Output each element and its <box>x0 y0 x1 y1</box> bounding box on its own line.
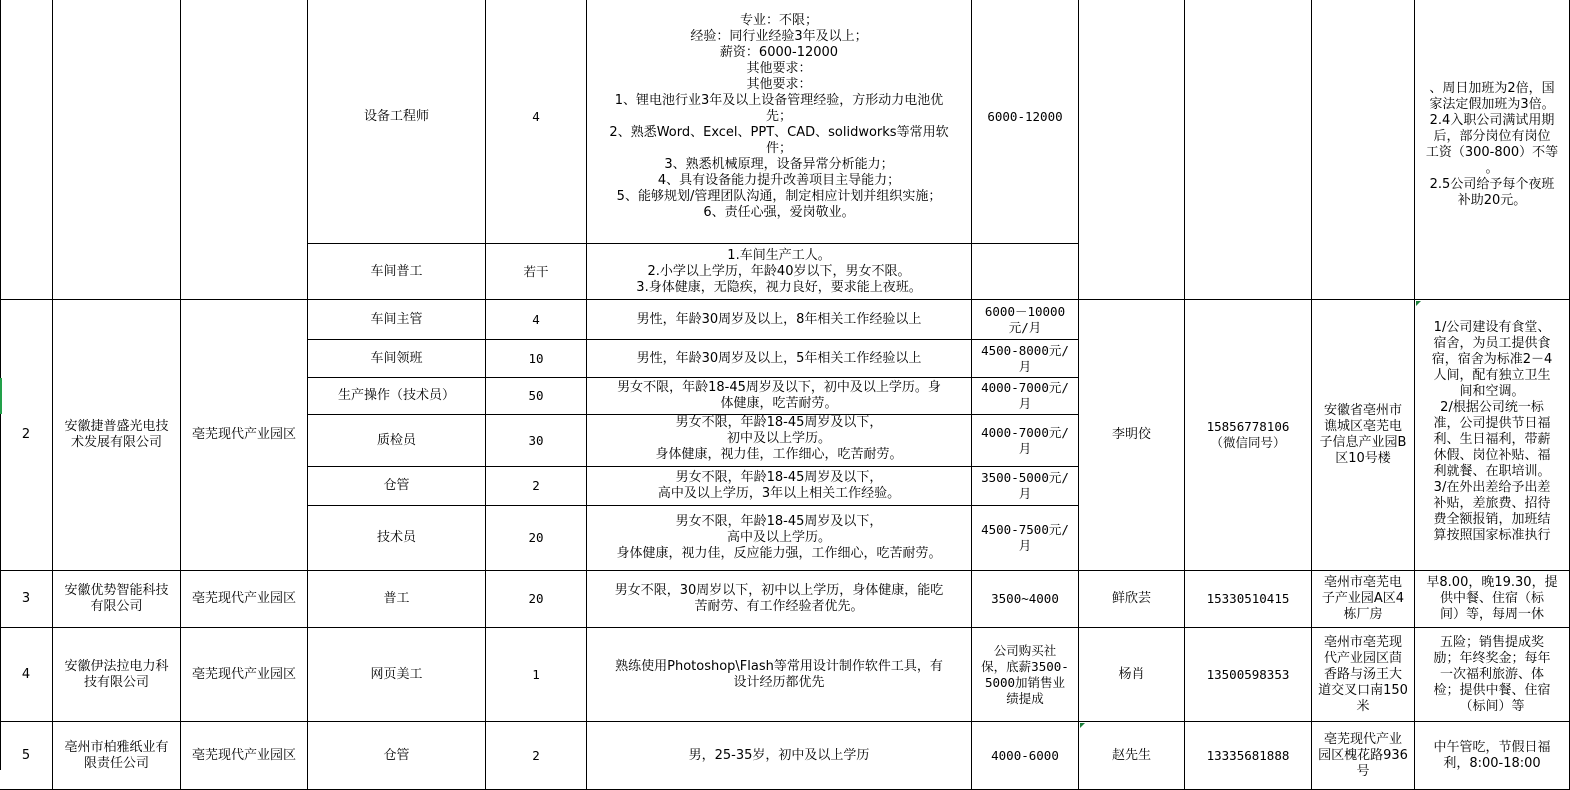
requirements-cell-line: 薪资：6000-12000 <box>719 44 839 60</box>
requirements-cell-line: 初中及以上学历。 <box>726 431 831 446</box>
requirements-cell-line: 2、熟悉Word、Excel、PPT、CAD、solidworks等常用软 <box>609 124 949 140</box>
headcount-cell-line: 1 <box>532 666 540 682</box>
industrial-park-cell[interactable] <box>181 0 308 300</box>
headcount-cell[interactable] <box>486 506 587 571</box>
company-name-cell-line: 有限公司 <box>90 599 143 614</box>
industrial-park-cell[interactable] <box>181 571 308 628</box>
salary-cell-line: 6000-12000 <box>987 108 1063 124</box>
job-title-cell-line: 仓管 <box>383 478 410 493</box>
requirements-cell-line: 身体健康，视力佳，工作细心，吃苦耐劳。 <box>655 447 903 462</box>
requirements-cell-line: 苦耐劳、有工作经验者优先。 <box>694 599 864 614</box>
requirements-cell-line: 男女不限，30周岁以下，初中以上学历，身体健康，能吃 <box>614 583 944 598</box>
job-title-cell-line: 设备工程师 <box>363 108 429 124</box>
benefits-cell-line: （标间）等 <box>1459 698 1525 714</box>
requirements-cell-line: 高中及以上学历。 <box>726 530 831 545</box>
salary-cell[interactable] <box>972 340 1079 378</box>
headcount-cell[interactable] <box>486 722 587 790</box>
contact-person-cell-line: 杨肖 <box>1118 666 1145 682</box>
headcount-cell-line: 20 <box>528 530 544 545</box>
row-number-cell[interactable] <box>0 300 53 571</box>
benefits-cell[interactable] <box>1415 722 1570 790</box>
job-title-cell[interactable] <box>308 378 486 415</box>
job-title-cell[interactable] <box>308 628 486 722</box>
industrial-park-cell[interactable] <box>181 722 308 790</box>
salary-cell-line: 3500~4000 <box>991 591 1059 606</box>
contact-person-cell[interactable] <box>1079 722 1185 790</box>
benefits-cell-line: 、周日加班为2倍，国 <box>1429 80 1555 96</box>
benefits-cell-line: 。 <box>1485 160 1499 176</box>
job-title-cell-line: 车间主管 <box>370 311 423 327</box>
industrial-park-cell[interactable] <box>181 628 308 722</box>
job-title-cell[interactable] <box>308 0 486 244</box>
benefits-cell-line: 工资（300-800）不等 <box>1425 144 1559 160</box>
salary-cell-line: 4000-6000 <box>991 747 1059 763</box>
requirements-cell-line: 4、具有设备能力提升改善项目主导能力； <box>657 172 901 188</box>
phone-cell[interactable] <box>1185 300 1312 571</box>
job-title-cell[interactable] <box>308 415 486 467</box>
address-cell-line: 栋厂房 <box>1343 607 1383 622</box>
headcount-cell[interactable] <box>486 571 587 628</box>
headcount-cell[interactable] <box>486 628 587 722</box>
row-number-cell[interactable] <box>0 571 53 628</box>
company-name-cell[interactable] <box>53 571 181 628</box>
requirements-cell[interactable] <box>587 244 972 300</box>
requirements-cell[interactable] <box>587 506 972 571</box>
address-cell[interactable] <box>1312 0 1415 300</box>
salary-cell-line: 4500-8000元/ <box>981 342 1069 358</box>
benefits-cell-line: 2/根据公司统一标 <box>1440 400 1544 415</box>
requirements-cell-line: 男性，年龄30周岁及以上，5年相关工作经验以上 <box>636 350 922 366</box>
contact-person-cell[interactable] <box>1079 0 1185 300</box>
row-number-cell-line: 2 <box>21 427 31 442</box>
requirements-cell-line: 体健康，吃苦耐劳。 <box>720 396 838 411</box>
salary-cell[interactable] <box>972 722 1079 790</box>
salary-cell-line: 月 <box>1018 486 1032 501</box>
contact-person-cell-line: 李明佼 <box>1111 427 1151 442</box>
salary-cell-line: 5000加销售业 <box>984 674 1066 690</box>
salary-cell-line: 4000-7000元/ <box>981 380 1069 395</box>
requirements-cell-line: 男女不限，年龄18-45周岁及以下， <box>675 514 883 529</box>
salary-cell-line: 公司购买社 <box>993 642 1057 658</box>
row-number-cell[interactable] <box>0 628 53 722</box>
benefits-cell[interactable] <box>1415 300 1570 571</box>
requirements-cell-line: 1.车间生产工人。 <box>727 247 831 263</box>
company-name-cell[interactable] <box>53 300 181 571</box>
company-name-cell-line: 技有限公司 <box>83 674 149 690</box>
benefits-cell-line: 一次福利旅游、体 <box>1439 666 1544 682</box>
benefits-cell-line: 补助20元。 <box>1457 192 1527 208</box>
address-cell-line: 代产业园区茴 <box>1323 650 1402 666</box>
salary-cell-line: 元/月 <box>1008 319 1042 335</box>
job-title-cell-line: 车间普工 <box>370 263 423 279</box>
row-number-cell[interactable] <box>0 0 53 300</box>
job-title-cell[interactable] <box>308 244 486 300</box>
salary-cell-line: 绩提成 <box>1006 690 1044 706</box>
salary-cell-line: 月 <box>1018 538 1032 553</box>
requirements-cell-line: 3.身体健康，无隐疾，视力良好，要求能上夜班。 <box>636 279 922 295</box>
address-cell-line: 亳州市亳芜现 <box>1323 634 1402 650</box>
benefits-cell-line: 利就餐、在职培训。 <box>1433 464 1551 479</box>
requirements-cell-line: 2.小学以上学历，年龄40岁以下，男女不限。 <box>647 263 911 279</box>
row-number-cell-line: 4 <box>21 666 31 682</box>
benefits-cell-line: 间）等，每周一休 <box>1439 607 1544 622</box>
benefits-cell-line: 休假、岗位补贴、福 <box>1433 448 1551 463</box>
requirements-cell[interactable] <box>587 378 972 415</box>
headcount-cell-line: 4 <box>532 108 540 124</box>
phone-cell[interactable] <box>1185 571 1312 628</box>
headcount-cell-line: 2 <box>532 747 540 763</box>
phone-cell[interactable] <box>1185 628 1312 722</box>
salary-cell-line: 月 <box>1018 396 1032 411</box>
requirements-cell-line: 男性，年龄30周岁及以上，8年相关工作经验以上 <box>636 311 922 327</box>
requirements-cell-line: 身体健康，视力佳，反应能力强，工作细心，吃苦耐劳。 <box>616 546 942 561</box>
benefits-cell-line: 利、生日福利，带薪 <box>1433 432 1551 447</box>
requirements-cell-line: 6、责任心强，爱岗敬业。 <box>703 204 855 220</box>
phone-cell-line: 13500598353 <box>1206 666 1290 682</box>
salary-cell[interactable] <box>972 0 1079 244</box>
salary-cell[interactable] <box>972 506 1079 571</box>
benefits-cell-line: 1/公司建设有食堂、 <box>1433 320 1551 335</box>
phone-cell-line: 15856778106 <box>1206 419 1290 434</box>
requirements-cell-line: 3、熟悉机械原理，设备异常分析能力； <box>664 156 894 172</box>
headcount-cell[interactable] <box>486 415 587 467</box>
job-title-cell[interactable] <box>308 506 486 571</box>
requirements-cell-line: 其他要求： <box>746 76 812 92</box>
benefits-cell-line: 2.4入职公司满试用期 <box>1429 112 1555 128</box>
salary-cell-line: 月 <box>1018 358 1032 374</box>
phone-cell-line: （微信同号） <box>1210 435 1286 450</box>
headcount-cell-line: 4 <box>532 311 540 327</box>
benefits-cell-line: 五险；销售提成奖 <box>1439 634 1544 650</box>
contact-person-cell-line: 赵先生 <box>1111 747 1151 763</box>
benefits-cell-line: 家法定假加班为3倍。 <box>1429 96 1555 112</box>
headcount-cell[interactable] <box>486 467 587 506</box>
address-cell[interactable] <box>1312 628 1415 722</box>
address-cell-line: 区10号楼 <box>1335 451 1391 466</box>
requirements-cell-line: 其他要求： <box>746 60 812 76</box>
salary-cell[interactable] <box>972 467 1079 506</box>
requirements-cell[interactable] <box>587 300 972 340</box>
requirements-cell-line: 高中及以上学历，3年以上相关工作经验。 <box>657 486 901 501</box>
benefits-cell-line: 检；提供中餐、住宿 <box>1433 682 1551 698</box>
salary-cell[interactable] <box>972 244 1079 300</box>
address-cell-line: 香路与汤王大 <box>1323 666 1402 682</box>
headcount-cell-line: 10 <box>528 350 544 366</box>
company-name-cell-line: 安徽优势智能科技 <box>64 583 169 598</box>
requirements-cell-line: 专业：不限； <box>739 12 818 28</box>
phone-cell[interactable] <box>1185 722 1312 790</box>
company-name-cell-line: 安徽伊法拉电力科 <box>64 658 169 674</box>
contact-person-cell[interactable] <box>1079 628 1185 722</box>
requirements-cell-line: 男，25-35岁，初中及以上学历 <box>688 747 870 763</box>
benefits-cell-line: 供中餐、住宿（标 <box>1439 591 1544 606</box>
company-name-cell-line: 术发展有限公司 <box>70 435 162 450</box>
phone-cell-line: 13335681888 <box>1206 747 1290 763</box>
salary-cell[interactable] <box>972 300 1079 340</box>
job-title-cell-line: 车间领班 <box>370 350 423 366</box>
benefits-cell[interactable] <box>1415 0 1570 300</box>
benefits-cell-line: 宿舍，为员工提供食 <box>1433 336 1551 351</box>
salary-cell[interactable] <box>972 628 1079 722</box>
job-title-cell[interactable] <box>308 340 486 378</box>
headcount-cell[interactable] <box>486 378 587 415</box>
job-title-cell[interactable] <box>308 571 486 628</box>
salary-cell-line: 4500-7500元/ <box>981 522 1069 537</box>
salary-cell[interactable] <box>972 415 1079 467</box>
benefits-cell-line: 准，公司提供节日福 <box>1433 416 1551 431</box>
cell-indicator-icon <box>1080 723 1085 728</box>
phone-cell-line: 15330510415 <box>1206 591 1290 606</box>
benefits-cell-line: 励；年终奖金；每年 <box>1433 650 1551 666</box>
phone-cell[interactable] <box>1185 0 1312 300</box>
requirements-cell-line: 经验：同行业经验3年及以上； <box>690 28 868 44</box>
requirements-cell-line: 5、能够规划/管理团队沟通，制定相应计划并组织实施； <box>616 188 942 204</box>
requirements-cell-line: 男女不限，年龄18-45周岁及以下， <box>675 470 883 485</box>
benefits-cell-line: 人间，配有独立卫生 <box>1433 368 1551 383</box>
cell-indicator-icon <box>1416 301 1421 306</box>
headcount-cell-line: 30 <box>528 432 544 448</box>
address-cell-line: 亳州市亳芜电 <box>1323 575 1402 590</box>
company-name-cell-line: 亳州市柏雅纸业有 <box>64 739 169 755</box>
job-title-cell[interactable] <box>308 722 486 790</box>
headcount-cell-line: 20 <box>528 591 544 606</box>
headcount-cell[interactable] <box>486 244 587 300</box>
salary-cell-line: 月 <box>1018 440 1032 456</box>
requirements-cell[interactable] <box>587 628 972 722</box>
address-cell-line: 园区槐花路936 <box>1318 747 1408 763</box>
address-cell-line: 亳芜现代产业 <box>1323 731 1402 747</box>
benefits-cell[interactable] <box>1415 571 1570 628</box>
requirements-cell[interactable] <box>587 340 972 378</box>
benefits-cell-line: 费全额报销，加班结 <box>1433 512 1551 527</box>
address-cell-line: 号 <box>1356 763 1370 779</box>
job-title-cell-line: 普工 <box>383 591 410 606</box>
headcount-cell[interactable] <box>486 340 587 378</box>
job-title-cell[interactable] <box>308 300 486 340</box>
row-number-cell-line: 3 <box>21 591 31 606</box>
headcount-cell[interactable] <box>486 300 587 340</box>
requirements-cell-line: 件； <box>765 140 792 156</box>
requirements-cell[interactable] <box>587 467 972 506</box>
benefits-cell-line: 宿，宿舍为标准2－4 <box>1431 352 1553 367</box>
company-name-cell[interactable] <box>53 722 181 790</box>
address-cell-line: 子产业园A区4 <box>1321 591 1405 606</box>
headcount-cell-line: 50 <box>528 388 544 403</box>
benefits-cell-line: 间和空调。 <box>1459 384 1525 399</box>
industrial-park-cell-line: 亳芜现代产业园区 <box>191 666 296 682</box>
requirements-cell-line: 熟练使用Photoshop\Flash等常用设计制作软件工具，有 <box>615 658 943 674</box>
requirements-cell-line: 设计经历都优先 <box>733 674 825 690</box>
contact-person-cell[interactable] <box>1079 300 1185 571</box>
benefits-cell-line: 2.5公司给予每个夜班 <box>1429 176 1555 192</box>
benefits-cell-line: 后，部分岗位有岗位 <box>1433 128 1551 144</box>
address-cell-line: 子信息产业园B <box>1319 435 1407 450</box>
benefits-cell-line: 早8.00，晚19.30，提 <box>1426 575 1558 590</box>
company-name-cell-line: 限责任公司 <box>83 755 149 771</box>
address-cell-line: 道交叉口南150 <box>1318 682 1408 698</box>
address-cell[interactable] <box>1312 722 1415 790</box>
requirements-cell-line: 1、锂电池行业3年及以上设备管理经验，方形动力电池优 <box>614 92 944 108</box>
salary-cell[interactable] <box>972 571 1079 628</box>
contact-person-cell-line: 鲜欣芸 <box>1111 591 1151 606</box>
industrial-park-cell-line: 亳芜现代产业园区 <box>191 747 296 763</box>
headcount-cell-line: 若干 <box>523 263 549 279</box>
address-cell[interactable] <box>1312 571 1415 628</box>
requirements-cell[interactable] <box>587 571 972 628</box>
benefits-cell-line: 中午管吃，节假日福 <box>1433 739 1551 755</box>
contact-person-cell[interactable] <box>1079 571 1185 628</box>
salary-cell[interactable] <box>972 378 1079 415</box>
company-name-cell[interactable] <box>53 628 181 722</box>
requirements-cell[interactable] <box>587 415 972 467</box>
row-selection-marker <box>0 378 2 414</box>
requirements-cell-line: 男女不限，年龄18-45周岁及以下，初中及以上学历。身 <box>617 380 941 395</box>
industrial-park-cell-line: 亳芜现代产业园区 <box>191 427 296 442</box>
job-title-cell-line: 仓管 <box>383 747 410 763</box>
job-title-cell-line: 质检员 <box>376 432 416 448</box>
job-title-cell[interactable] <box>308 467 486 506</box>
salary-cell-line: 保，底薪3500- <box>981 658 1069 674</box>
headcount-cell-line: 2 <box>532 478 540 493</box>
benefits-cell-line: 补贴，差旅费、招待 <box>1433 496 1551 511</box>
industrial-park-cell[interactable] <box>181 300 308 571</box>
address-cell-line: 安徽省亳州市 <box>1323 403 1402 418</box>
industrial-park-cell-line: 亳芜现代产业园区 <box>191 591 296 606</box>
job-title-cell-line: 生产操作（技术员） <box>337 388 455 403</box>
address-cell-line: 米 <box>1356 698 1370 714</box>
row-number-cell[interactable] <box>0 722 53 790</box>
requirements-cell-line: 先； <box>765 108 792 124</box>
address-cell[interactable] <box>1312 300 1415 571</box>
salary-cell-line: 4000-7000元/ <box>981 424 1069 440</box>
benefits-cell-line: 算按照国家标准执行 <box>1433 528 1551 543</box>
job-title-cell-line: 技术员 <box>376 530 416 545</box>
requirements-cell[interactable] <box>587 722 972 790</box>
job-title-cell-line: 网页美工 <box>370 666 423 682</box>
address-cell-line: 谯城区亳芜电 <box>1323 419 1402 434</box>
row-number-cell-line: 5 <box>21 747 31 763</box>
salary-cell-line: 3500-5000元/ <box>981 470 1069 485</box>
benefits-cell[interactable] <box>1415 628 1570 722</box>
benefits-cell-line: 3/在外出差给予出差 <box>1433 480 1551 495</box>
salary-cell-line: 6000－10000 <box>984 303 1066 319</box>
company-name-cell-line: 安徽捷普盛光电技 <box>64 419 169 434</box>
headcount-cell[interactable] <box>486 0 587 244</box>
benefits-cell-line: 利，8:00-18:00 <box>1443 755 1541 771</box>
requirements-cell-line: 男女不限，年龄18-45周岁及以下， <box>675 415 883 430</box>
company-name-cell[interactable] <box>53 0 181 300</box>
requirements-cell[interactable] <box>587 0 972 244</box>
